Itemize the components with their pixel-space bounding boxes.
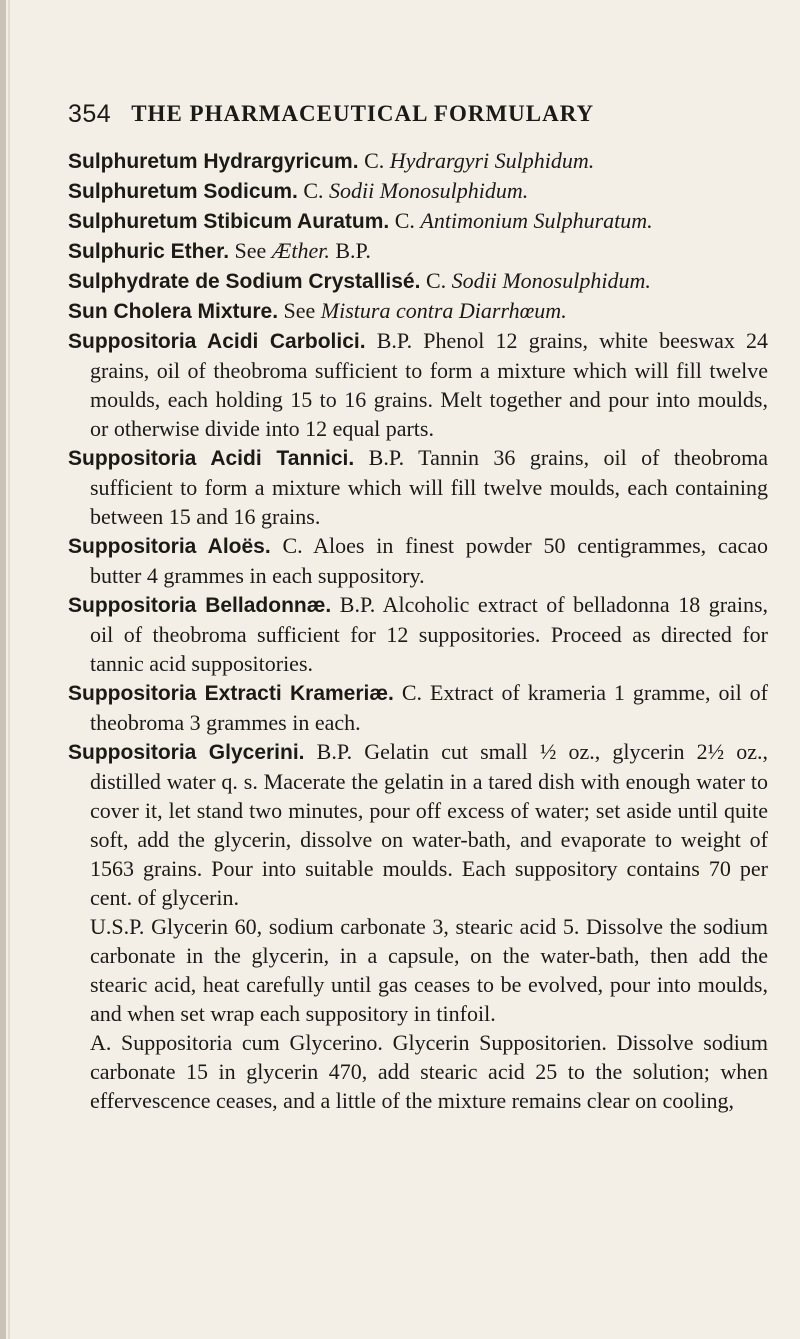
entry-italic: Hydrargyri Sulphidum.: [389, 148, 595, 173]
entry-italic: Mistura contra Diarrhœum.: [320, 298, 567, 323]
entry: [68, 236, 768, 266]
entry: [68, 176, 768, 206]
entry-text: C.: [389, 208, 421, 233]
entry-heading: Suppositoria Aloës.: [68, 535, 271, 558]
entry-heading: Suppositoria Extracti Krameriæ.: [68, 682, 394, 705]
entry: [68, 296, 768, 326]
entry-list: [68, 146, 768, 1115]
sub-paragraph: [68, 1028, 768, 1115]
entry-heading: Suppositoria Belladonnæ.: [68, 594, 332, 617]
entry-heading: Sulphuretum Hydrargyricum.: [68, 150, 359, 173]
entry-text: C.: [358, 148, 390, 173]
page-number: 354: [68, 99, 112, 128]
entry: [68, 737, 768, 912]
entry-text: See: [229, 238, 272, 263]
entry-text: See: [278, 298, 321, 323]
entry-text: C.: [297, 178, 330, 203]
entry: [68, 443, 768, 531]
entry-heading: Sulphuretum Sodicum.: [68, 180, 298, 203]
entry: [68, 266, 768, 296]
sub-paragraph: [68, 912, 768, 1028]
entry-heading: Sulphuric Ether.: [68, 240, 230, 263]
entry-heading: Sun Cholera Mixture.: [68, 300, 279, 323]
entry-text: B.P. Alcoholic extract of belladonna 18 grains, oil of theobroma sufficient for 12 suppositories. Proceed as directed for tannic acid suppositories.: [90, 592, 768, 676]
entry: [68, 531, 768, 590]
entry-text: B.P. Gelatin cut small ½ oz., glycerin 2½ oz., distilled water q. s. Macerate the gelatin in a tared dish with enough water to cover it, let stand two minutes, pour off excess of water; set aside until quite soft, add the glycerin, dissolve on water-bath, and evaporate to weight of 1563 grains. Pour into suitable moulds. Each suppository contains 70 per cent. of glycerin.: [90, 739, 769, 910]
entry: [68, 326, 768, 443]
entry: [68, 206, 768, 236]
entry-text: B.P. Tannin 36 grains, oil of theobroma sufficient to form a mixture which will fill twelve moulds, each containing between 15 and 16 grains.: [90, 445, 769, 529]
entry-italic: Sodii Monosulphidum.: [451, 268, 651, 293]
entry-italic: Æther.: [271, 238, 330, 263]
entry-text: C. Aloes in finest powder 50 centigrammes, cacao butter 4 grammes in each suppository.: [90, 533, 768, 588]
entry-italic: Antimonium Sulphuratum.: [420, 208, 653, 233]
entry-heading: Sulphydrate de Sodium Crystallisé.: [68, 270, 421, 293]
entry-text: C.: [420, 268, 452, 293]
sub-text: A.: [90, 1030, 122, 1055]
entry-text-rest: B.P.: [329, 238, 371, 263]
running-title: THE PHARMACEUTICAL FORMULARY: [131, 101, 595, 126]
entry-text: C. Extract of krameria 1 gramme, oil of theobroma 3 grammes in each.: [90, 680, 768, 735]
entry: [68, 590, 768, 678]
entry: [68, 146, 768, 176]
entry-heading: Suppositoria Acidi Carbolici.: [68, 330, 366, 353]
sub-text: U.S.P. Glycerin 60, sodium carbonate 3, stearic acid 5. Dissolve the sodium carbonate in the glycerin, in a capsule, on the water-bath, then add the stearic acid, heat carefully until gas ceases to be evolved, pour into moulds, and when set wrap each suppository in tinfoil.: [90, 914, 768, 1026]
sub-italic: Suppositoria cum Glycerino. Glycerin Suppositorien.: [121, 1030, 607, 1055]
page-edge-line: [8, 0, 10, 1339]
running-header: [68, 94, 768, 134]
entry-heading: Suppositoria Acidi Tannici.: [68, 447, 355, 470]
sub-text-rest: Dissolve sodium carbonate 15 in glycerin 470, add stearic acid 25 to the solution; when effervescence ceases, and a little of the mixture remains clear on cooling,: [90, 1030, 769, 1113]
entry: [68, 678, 768, 737]
entry-heading: Sulphuretum Stibicum Auratum.: [68, 210, 390, 233]
page: [68, 94, 768, 1115]
entry-text: B.P. Phenol 12 grains, white beeswax 24 grains, oil of theobroma sufficient to form a mixture which will fill twelve moulds, each holding 15 to 16 grains. Melt together and pour into moulds, or otherwise divide into 12 equal parts.: [90, 328, 768, 441]
entry-italic: Sodii Monosulphidum.: [329, 178, 529, 203]
page-edge: [0, 0, 6, 1339]
entry-heading: Suppositoria Glycerini.: [68, 741, 305, 764]
